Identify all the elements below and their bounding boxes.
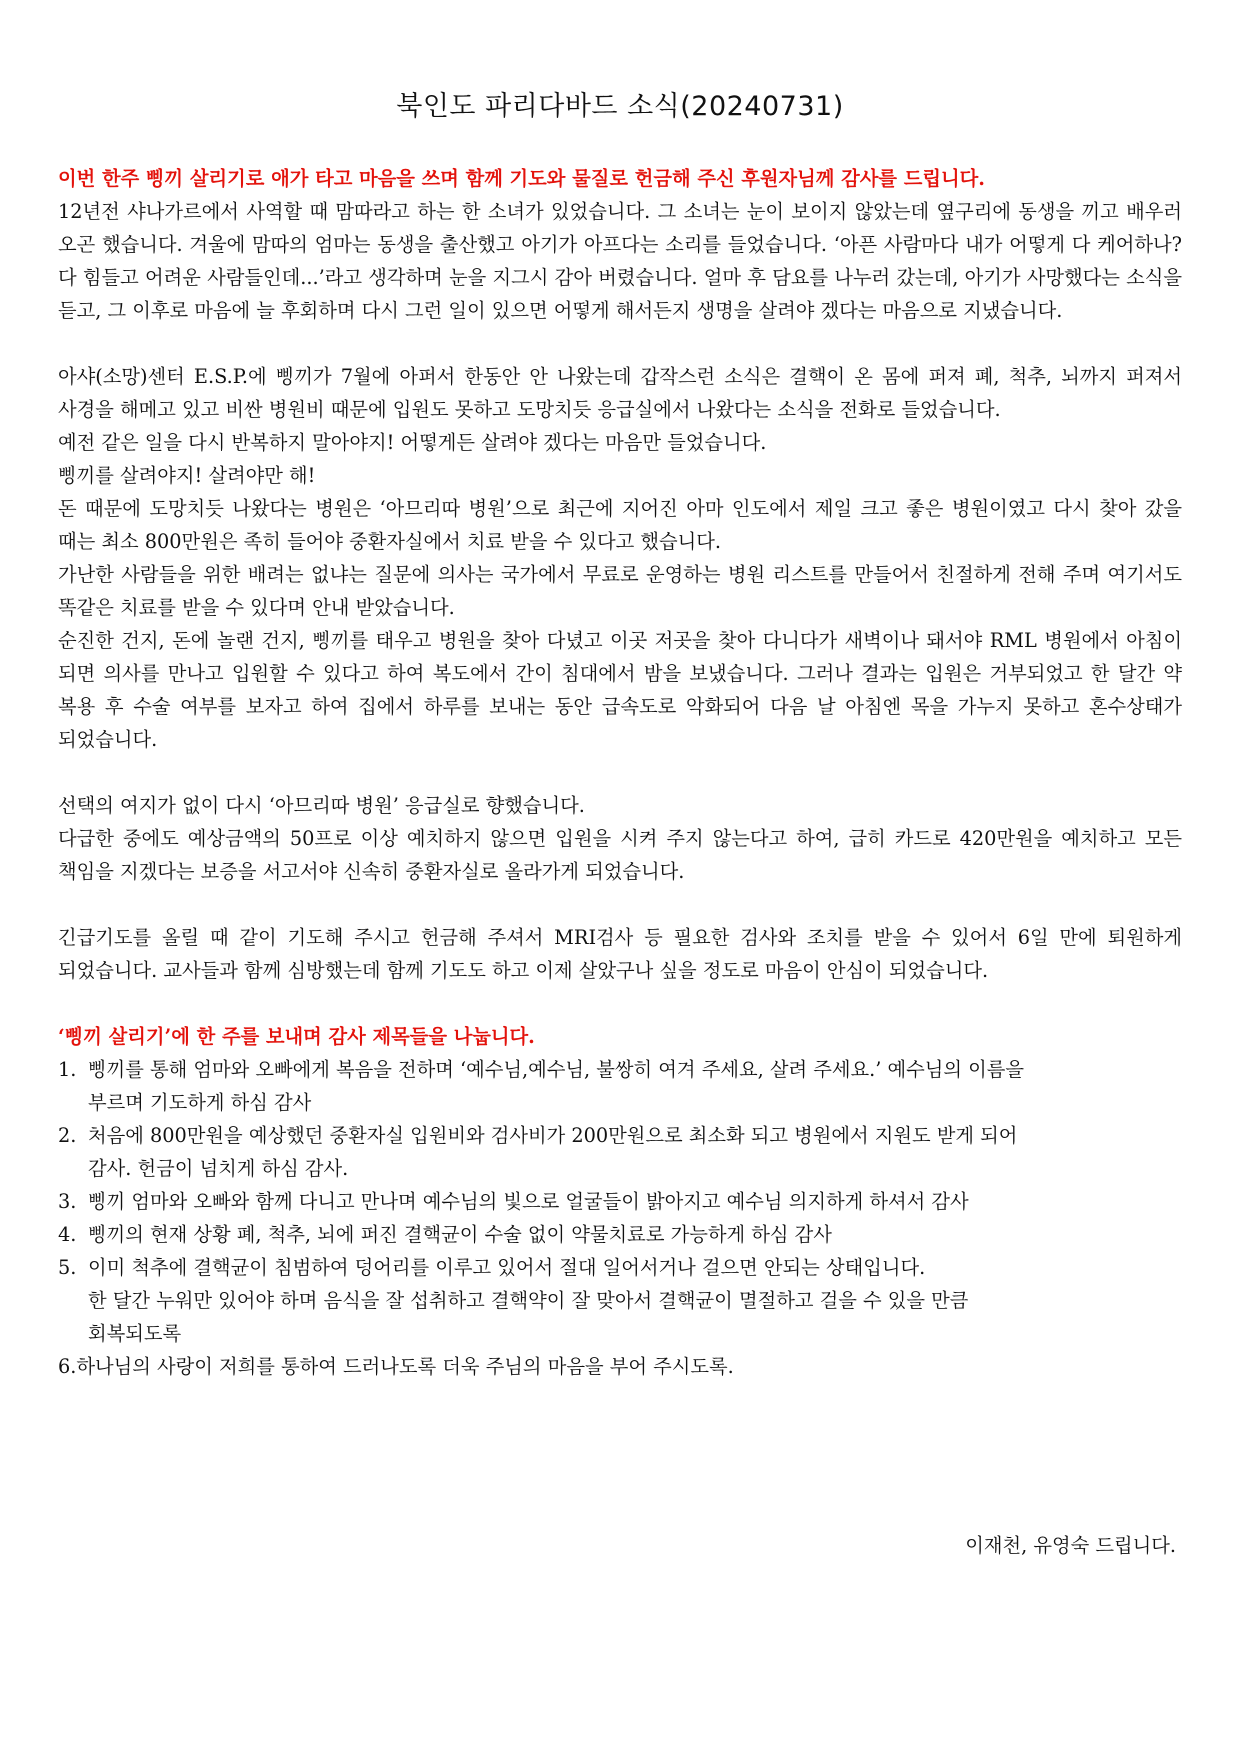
paragraph-7: 순진한 건지, 돈에 놀랜 건지, 삥끼를 태우고 병원을 찾아 다녔고 이곳 저곳을 찾아 다니다가 새벽이나 돼서야 RML 병원에서 아침이 되면 의사를 만나고 입원할 수 있다고 하여 복도에서 간이 침대에서 밤을 보냈습니다. 그러나 결과는 입원은 거부되었고 한 달간 약 복용 후 수술 여부를 보자고 하여 집에서 하루를 보내는 동안 급속도로 악화되어 다음 날 아침엔 목을 가누지 못하고 혼수상태가 되었습니다. [58, 629, 1182, 751]
list-item-continuation: 부르며 기도하게 하심 감사 [88, 1091, 312, 1114]
spacer [58, 327, 1182, 360]
thanks-item-5 [58, 1251, 1182, 1350]
paragraph-4: 삥끼를 살려야지! 살려야만 해! [58, 464, 316, 487]
thanks-item-3 [58, 1185, 1182, 1218]
thanks-item-1 [58, 1053, 1182, 1119]
paragraph-10: 긴급기도를 올릴 때 같이 기도해 주시고 헌금해 주셔서 MRI검사 등 필요한 검사와 조치를 받을 수 있어서 6일 만에 퇴원하게 되었습니다. 교사들과 함께 심방했는데 함께 기도도 하고 이제 살았구나 싶을 정도로 마음이 안심이 되었습니다. [58, 926, 1182, 982]
list-item-text: 삥끼 엄마와 오빠와 함께 다니고 만나며 예수님의 빛으로 얼굴들이 밝아지고 예수님 의지하게 하셔서 감사 [88, 1190, 969, 1213]
paragraph-2: 아샤(소망)센터 E.S.P.에 삥끼가 7월에 아퍼서 한동안 안 나왔는데 갑작스런 소식은 결핵이 온 몸에 퍼져 폐, 척추, 뇌까지 퍼져서 사경을 해메고 있고 비싼 병원비 때문에 입원도 못하고 도망치듯 응급실에서 나왔다는 소식을 전화로 들었습니다. [58, 365, 1182, 421]
spacer [58, 756, 1182, 789]
paragraph-8: 선택의 여지가 없이 다시 ‘아므리따 병원’ 응급실로 향했습니다. [58, 794, 585, 817]
thanks-list [58, 1053, 1182, 1383]
paragraph-9: 다급한 중에도 예상금액의 50프로 이상 예치하지 않으면 입원을 시켜 주지 않는다고 하여, 급히 카드로 420만원을 예치하고 모든 책임을 지겠다는 보증을 서고서야 신속히 중환자실로 올라가게 되었습니다. [58, 827, 1182, 883]
list-item-text: 삥끼의 현재 상황 폐, 척추, 뇌에 퍼진 결핵균이 수술 없이 약물치료로 가능하게 하심 감사 [88, 1223, 832, 1246]
document-title: 북인도 파리다바드 소식(20240731) [396, 91, 844, 122]
thanks-item-2 [58, 1119, 1182, 1185]
paragraph-6: 가난한 사람들을 위한 배려는 없냐는 질문에 의사는 국가에서 무료로 운영하는 병원 리스트를 만들어서 친절하게 전해 주며 여기서도 똑같은 치료를 받을 수 있다며 안내 받았습니다. [58, 563, 1182, 619]
list-number: 2. [58, 1124, 77, 1147]
document-body [58, 162, 1182, 1383]
list-number: 1. [58, 1058, 77, 1081]
spacer [58, 888, 1182, 921]
signature: 이재천, 유영숙 드립니다. [965, 1534, 1176, 1557]
list-item-continuation: 감사. 헌금이 넘치게 하심 감사. [88, 1157, 349, 1180]
thanks-item-4 [58, 1218, 1182, 1251]
list-item-text: 처음에 800만원을 예상했던 중환자실 입원비와 검사비가 200만원으로 최소화 되고 병원에서 지원도 받게 되어 [88, 1124, 1018, 1147]
paragraph-5: 돈 때문에 도망치듯 나왔다는 병원은 ‘아므리따 병원’으로 최근에 지어진 아마 인도에서 제일 크고 좋은 병원이였고 다시 찾아 갔을 때는 최소 800만원은 족히 들어야 중환자실에서 치료 받을 수 있다고 했습니다. [58, 497, 1182, 553]
thanks-heading: ‘삥끼 살리기’에 한 주를 보내며 감사 제목들을 나눕니다. [58, 1025, 535, 1048]
spacer [58, 987, 1182, 1020]
list-item-continuation: 한 달간 누워만 있어야 하며 음식을 잘 섭취하고 결핵약이 잘 맞아서 결핵균이 멸절하고 걸을 수 있을 만큼 [88, 1289, 969, 1312]
list-number: 4. [58, 1223, 77, 1246]
paragraph-1: 12년전 샤나가르에서 사역할 때 맘따라고 하는 한 소녀가 있었습니다. 그 소녀는 눈이 보이지 않았는데 옆구리에 동생을 끼고 배우러 오곤 했습니다. 겨울에 맘따의 엄마는 동생을 출산했고 아기가 아프다는 소리를 들었습니다. ‘아픈 사람마다 내가 어떻게 다 케어하나? 다 힘들고 어려운 사람들인데...’라고 생각하며 눈을 지그시 감아 버렸습니다. 얼마 후 담요를 나누러 갔는데, 아기가 사망했다는 소식을 듣고, 그 이후로 마음에 늘 후회하며 다시 그런 일이 있으면 어떻게 해서든지 생명을 살려야 겠다는 마음으로 지냈습니다. [58, 200, 1182, 322]
paragraph-3: 예전 같은 일을 다시 반복하지 말아야지! 어떻게든 살려야 겠다는 마음만 들었습니다. [58, 431, 767, 454]
list-item-text: 삥끼를 통해 엄마와 오빠에게 복음을 전하며 ‘예수님,예수님, 불쌍히 여겨 주세요, 살려 주세요.’ 예수님의 이름을 [88, 1058, 1024, 1081]
list-item-text: 이미 척추에 결핵균이 침범하여 덩어리를 이루고 있어서 절대 일어서거나 걸으면 안되는 상태입니다. [88, 1256, 926, 1279]
list-number: 3. [58, 1190, 77, 1213]
intro-thanks: 이번 한주 삥끼 살리기로 애가 타고 마음을 쓰며 함께 기도와 물질로 헌금해 주신 후원자님께 감사를 드립니다. [58, 167, 985, 190]
list-number: 5. [58, 1256, 77, 1279]
list-item-continuation: 회복되도록 [88, 1322, 182, 1345]
thanks-item-6: 6.하나님의 사랑이 저희를 통하여 드러나도록 더욱 주님의 마음을 부어 주시도록. [58, 1355, 734, 1378]
